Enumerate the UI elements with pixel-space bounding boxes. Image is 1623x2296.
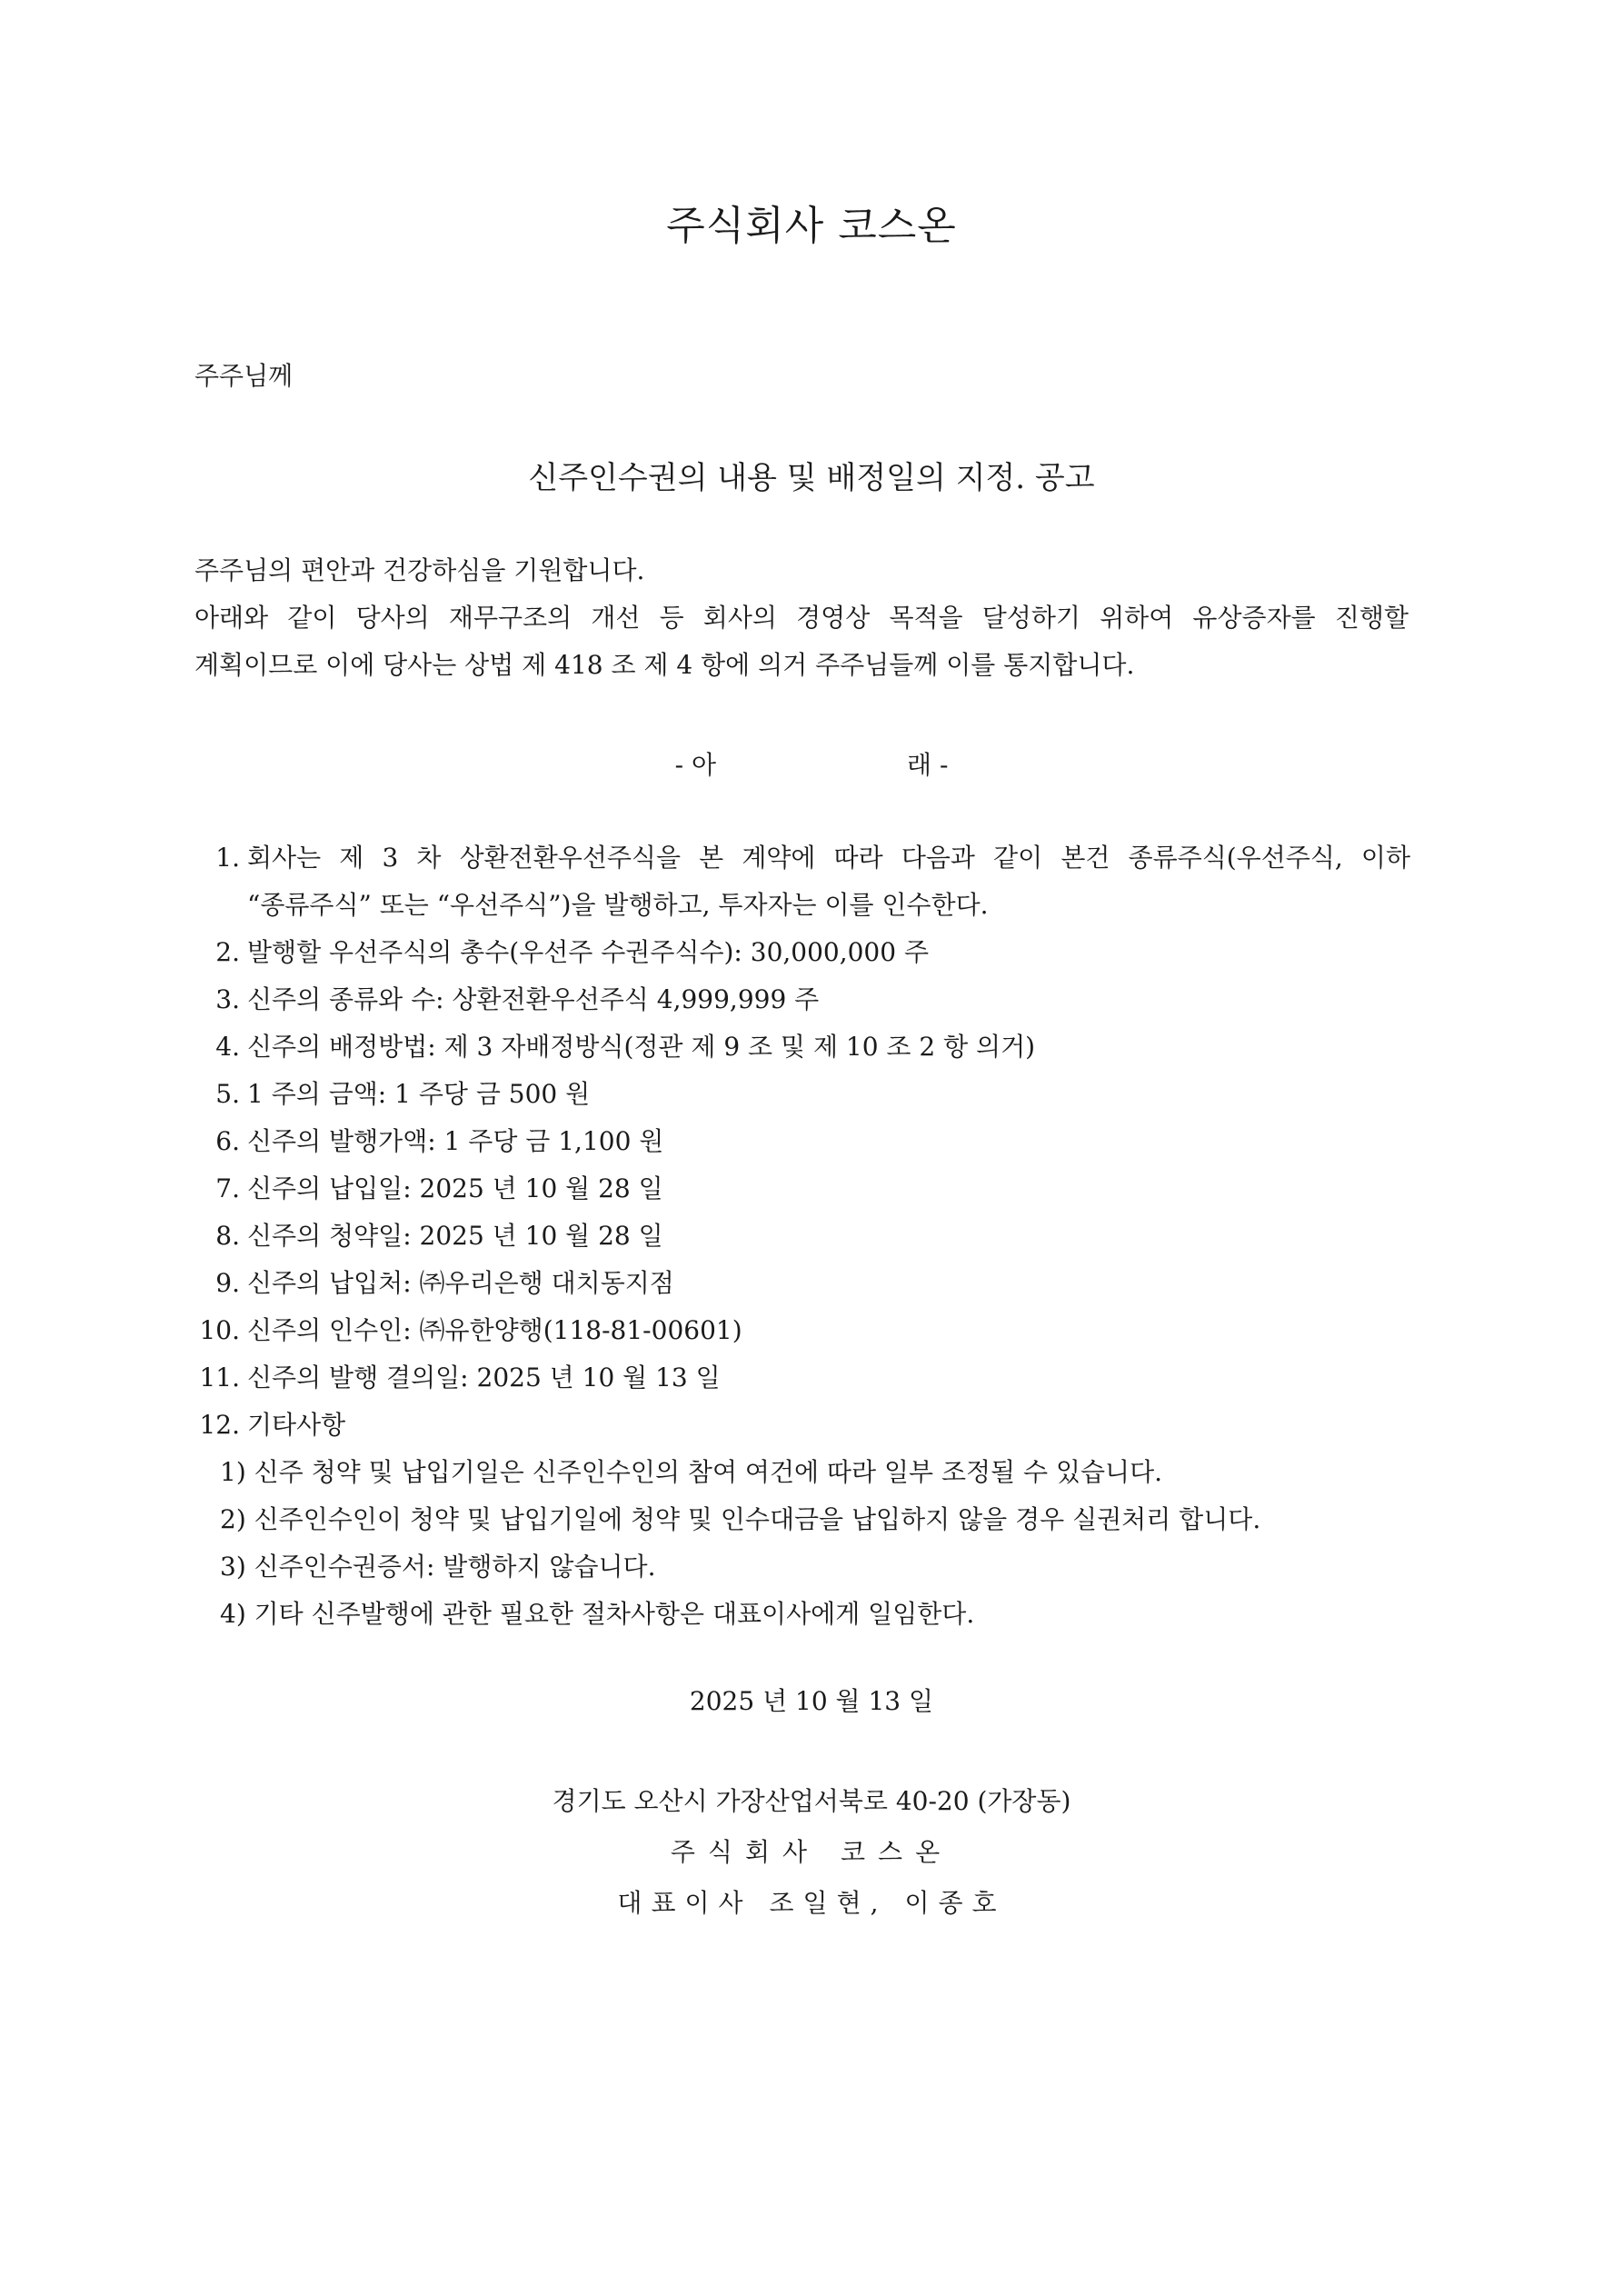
separator-right: 래 - [907,750,949,780]
item-number: 8. [215,1221,240,1251]
signature-representative: 대표이사 조일현, 이종호 [617,1888,1006,1918]
list-item [193,1354,1410,1402]
list-item [193,834,1410,929]
intro-paragraph [194,547,1409,689]
company-title: 주식회사 코스온 [666,203,957,249]
item-number: 7. [215,1173,240,1203]
signature-company: 주식회사 코스온 [670,1837,953,1867]
item-text: 신주의 발행가액: 1 주당 금 1,100 원 [247,1126,664,1156]
list-item [193,1213,1410,1260]
item-text: 신주의 청약일: 2025 년 10 월 28 일 [247,1221,663,1251]
item-text-continued: “종류주식” 또는 “우선주식”)을 발행하고, 투자자는 이를 인수한다. [247,890,989,920]
item-number: 12. [199,1410,240,1440]
item-text: 신주의 납입처: ㈜우리은행 대치동지점 [247,1268,674,1298]
salutation: 주주님께 [194,361,294,391]
list-item [193,1260,1410,1307]
item-number: 11. [199,1363,240,1393]
item-text: 1 주의 금액: 1 주당 금 500 원 [247,1079,591,1109]
item-text: 신주의 종류와 수: 상환전환우선주식 4,999,999 주 [247,984,820,1014]
item-text: 신주의 발행 결의일: 2025 년 10 월 13 일 [247,1363,721,1393]
item-list [193,834,1410,1638]
intro-line: 주주님의 편안과 건강하심을 기원합니다. [194,555,645,585]
sub-item: 3) 신주인수권증서: 발행하지 않습니다. [220,1552,656,1582]
item-text: 신주의 인수인: ㈜유한양행(118-81-00601) [247,1315,742,1345]
item-text: 신주의 배정방법: 제 3 자배정방식(정관 제 9 조 및 제 10 조 2 항 의거) [247,1032,1036,1062]
item-number: 3. [215,984,240,1014]
sub-item: 1) 신주 청약 및 납입기일은 신주인수인의 참여 여건에 따라 일부 조정될 수 있습니다. [220,1457,1163,1487]
separator-left: - 아 [674,750,716,780]
item-number: 1. [215,843,240,873]
list-item [193,1307,1410,1354]
list-item [193,1118,1410,1165]
item-number: 10. [199,1315,240,1345]
list-item [193,1165,1410,1213]
sub-item: 4) 기타 신주발행에 관한 필요한 절차사항은 대표이사에게 일임한다. [220,1599,975,1629]
notice-title: 신주인수권의 내용 및 배정일의 지정. 공고 [528,460,1095,496]
item-text: 신주의 납입일: 2025 년 10 월 28 일 [247,1173,663,1203]
intro-line: 계획이므로 이에 당사는 상법 제 418 조 제 4 항에 의거 주주님들께 이를 통지합니다. [194,650,1135,680]
list-item [193,1402,1410,1449]
list-item [193,1023,1410,1071]
notice-date: 2025 년 10 월 13 일 [689,1686,934,1716]
section-separator [0,745,1623,782]
item-text: 회사는 제 3 차 상환전환우선주식을 본 계약에 따라 다음과 같이 본건 종류주식(우선주식, 이하 [247,843,1410,873]
list-item [193,929,1410,976]
item-number: 5. [215,1079,240,1109]
intro-line: 아래와 같이 당사의 재무구조의 개선 등 회사의 경영상 목적을 달성하기 위하여 유상증자를 진행할 [194,603,1409,633]
list-item [193,976,1410,1023]
item-number: 6. [215,1126,240,1156]
item-number: 9. [215,1268,240,1298]
item-number: 4. [215,1032,240,1062]
sub-item: 2) 신주인수인이 청약 및 납입기일에 청약 및 인수대금을 납입하지 않을 경우 실권처리 합니다. [220,1504,1261,1534]
item-text: 발행할 우선주식의 총수(우선주 수권주식수): 30,000,000 주 [247,937,930,967]
company-address: 경기도 오산시 가장산업서북로 40-20 (가장동) [552,1786,1071,1816]
item-number: 2. [215,937,240,967]
list-item [193,1071,1410,1118]
item-text: 기타사항 [247,1410,346,1440]
